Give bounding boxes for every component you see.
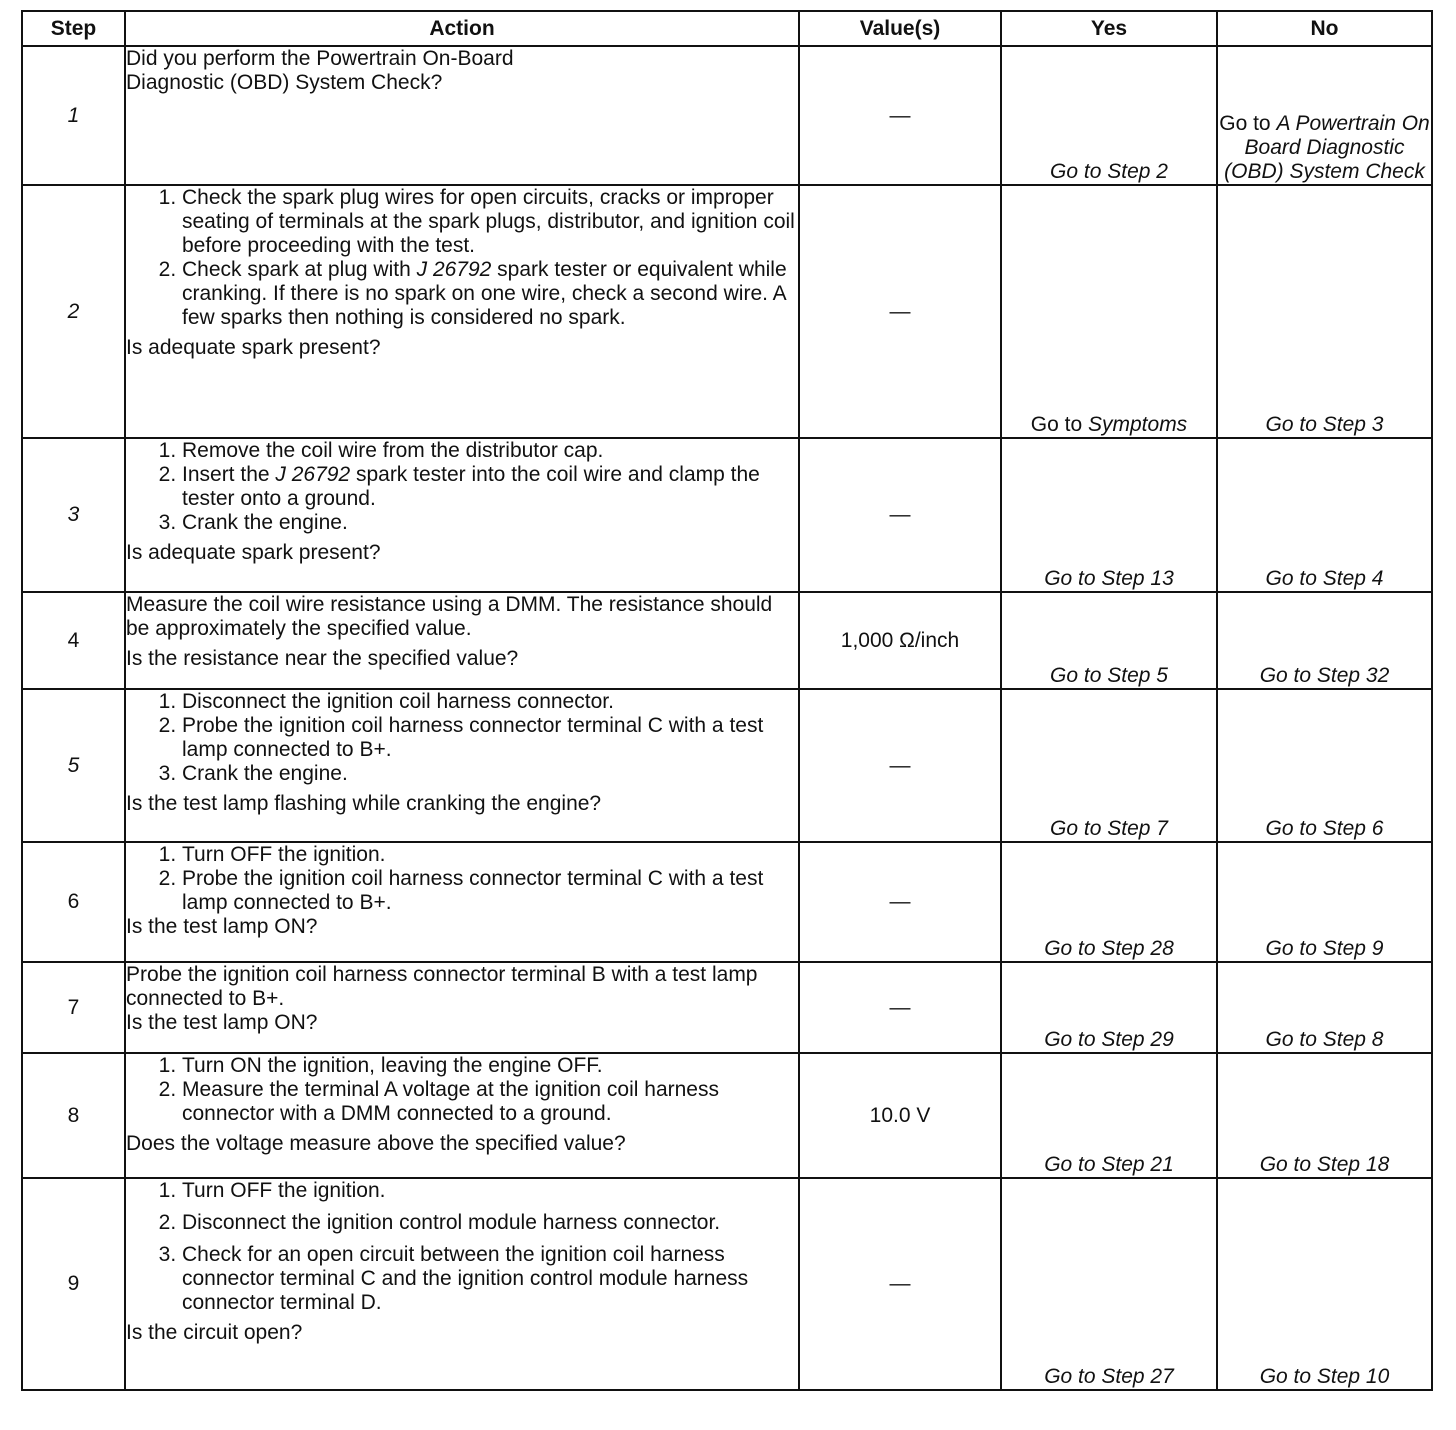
action-step: 1. Check the spark plug wires for open circuits, cracks or improper seating of terminals at the spark plugs, distributor, and ignition coil before proceeding with the test. xyxy=(182,186,798,258)
action-steps xyxy=(126,1054,798,1126)
step-number: 4 xyxy=(22,592,125,689)
action-step: 3. Check for an open circuit between the ignition coil harness connector terminal C and the ignition control module harness connector terminal D. xyxy=(182,1243,798,1315)
action-question: Is the test lamp flashing while cranking the engine? xyxy=(126,792,602,815)
action-cell xyxy=(125,46,799,185)
value-cell: 1,000 Ω/inch xyxy=(799,592,1001,689)
no-cell: Go to Step 18 xyxy=(1217,1053,1432,1178)
table-row xyxy=(22,842,1432,962)
action-cell xyxy=(125,592,799,689)
action-question: Is the resistance near the specified value? xyxy=(126,647,519,670)
value-cell: — xyxy=(799,1178,1001,1390)
table-row xyxy=(22,185,1432,438)
action-step: 2. Check spark at plug with J 26792 spark tester or equivalent while cranking. If there is no spark on one wire, check a second wire. A few sparks then nothing is considered no spark. xyxy=(182,258,798,330)
step-number: 7 xyxy=(22,962,125,1053)
value-cell: — xyxy=(799,438,1001,592)
table-row xyxy=(22,689,1432,842)
step-number: 9 xyxy=(22,1178,125,1390)
action-question: Does the voltage measure above the specified value? xyxy=(126,1132,626,1155)
table-row xyxy=(22,46,1432,185)
action-step: 2. Probe the ignition coil harness connector terminal C with a test lamp connected to B+. xyxy=(182,714,798,762)
no-link[interactable]: Step 10 xyxy=(1316,1365,1390,1388)
value-cell: — xyxy=(799,185,1001,438)
yes-link[interactable]: Step 5 xyxy=(1107,664,1168,687)
no-cell: Go to Step 32 xyxy=(1217,592,1432,689)
action-text: Probe the ignition coil harness connector terminal B with a test lamp connected to B+. xyxy=(126,963,758,1010)
action-cell xyxy=(125,689,799,842)
action-step: 1. Disconnect the ignition coil harness connector. xyxy=(182,690,798,714)
yes-link[interactable]: Step 28 xyxy=(1101,937,1174,960)
action-step: 2. Probe the ignition coil harness connector terminal C with a test lamp connected to B+. xyxy=(182,867,798,915)
yes-cell: Go to Step 27 xyxy=(1001,1178,1217,1390)
action-cell xyxy=(125,185,799,438)
no-cell: Go to Step 10 xyxy=(1217,1178,1432,1390)
action-question: Is adequate spark present? xyxy=(126,336,381,359)
no-link[interactable]: Step 4 xyxy=(1322,567,1384,590)
no-link[interactable]: Step 3 xyxy=(1322,413,1384,436)
header-values: Value(s) xyxy=(799,11,1001,46)
yes-cell: Go to Step 7 xyxy=(1001,689,1217,842)
action-question: Is the circuit open? xyxy=(126,1321,303,1344)
no-cell: Go to Step 4 xyxy=(1217,438,1432,592)
action-steps xyxy=(126,843,798,915)
action-step: 3. Crank the engine. xyxy=(182,511,798,535)
header-no: No xyxy=(1217,11,1432,46)
no-cell: Go to Step 9 xyxy=(1217,842,1432,962)
yes-cell: Go to Step 13 xyxy=(1001,438,1217,592)
yes-link[interactable]: Step 2 xyxy=(1107,160,1168,183)
value-cell: — xyxy=(799,842,1001,962)
value-cell: — xyxy=(799,46,1001,185)
action-step: 1. Turn OFF the ignition. xyxy=(182,1179,798,1203)
action-question: Is adequate spark present? xyxy=(126,541,381,564)
tool-name: J 26792 xyxy=(275,463,351,486)
yes-link[interactable]: Step 27 xyxy=(1101,1365,1174,1388)
action-step: 2. Insert the J 26792 spark tester into the coil wire and clamp the tester onto a ground. xyxy=(182,463,798,511)
yes-link[interactable]: Step 21 xyxy=(1101,1153,1174,1176)
action-step: 2. Measure the terminal A voltage at the ignition coil harness connector with a DMM connected to a ground. xyxy=(182,1078,798,1126)
header-row xyxy=(22,11,1432,46)
yes-cell: Go to Step 28 xyxy=(1001,842,1217,962)
no-link[interactable]: A Powertrain On Board Diagnostic (OBD) System Check xyxy=(1224,112,1430,183)
yes-cell: Go to Step 2 xyxy=(1001,46,1217,185)
action-step: 1. Remove the coil wire from the distributor cap. xyxy=(182,439,798,463)
no-cell: Go to Step 3 xyxy=(1217,185,1432,438)
no-link[interactable]: Step 6 xyxy=(1322,817,1384,840)
step-number: 8 xyxy=(22,1053,125,1178)
action-step: 1. Turn OFF the ignition. xyxy=(182,843,798,867)
step-number: 1 xyxy=(22,46,125,185)
table-row xyxy=(22,1053,1432,1178)
no-link[interactable]: Step 9 xyxy=(1322,937,1384,960)
header-step: Step xyxy=(22,11,125,46)
header-yes: Yes xyxy=(1001,11,1217,46)
action-cell xyxy=(125,1178,799,1390)
value-cell: — xyxy=(799,962,1001,1053)
value-cell: 10.0 V xyxy=(799,1053,1001,1178)
no-cell: Go to Step 6 xyxy=(1217,689,1432,842)
action-step: 3. Crank the engine. xyxy=(182,762,798,786)
step-number: 2 xyxy=(22,185,125,438)
action-cell xyxy=(125,962,799,1053)
yes-cell: Go to Symptoms xyxy=(1001,185,1217,438)
yes-link[interactable]: Symptoms xyxy=(1088,413,1188,436)
action-cell xyxy=(125,438,799,592)
no-link[interactable]: Step 8 xyxy=(1322,1028,1384,1051)
action-cell xyxy=(125,1053,799,1178)
action-step: 2. Disconnect the ignition control module harness connector. xyxy=(182,1211,798,1235)
yes-cell: Go to Step 29 xyxy=(1001,962,1217,1053)
action-steps xyxy=(126,1179,798,1315)
yes-cell: Go to Step 21 xyxy=(1001,1053,1217,1178)
step-number: 5 xyxy=(22,689,125,842)
action-question: Is the test lamp ON? xyxy=(126,1011,318,1034)
header-action: Action xyxy=(125,11,799,46)
action-steps xyxy=(126,186,798,330)
no-link[interactable]: Step 32 xyxy=(1316,664,1390,687)
action-text: Did you perform the Powertrain On-Board Diagnostic (OBD) System Check? xyxy=(126,47,514,94)
action-question: Is the test lamp ON? xyxy=(126,915,318,938)
diagnostic-table xyxy=(21,10,1433,1391)
yes-link[interactable]: Step 7 xyxy=(1107,817,1168,840)
no-link[interactable]: Step 18 xyxy=(1316,1153,1390,1176)
yes-link[interactable]: Step 29 xyxy=(1101,1028,1174,1051)
step-number: 6 xyxy=(22,842,125,962)
action-step: 1. Turn ON the ignition, leaving the engine OFF. xyxy=(182,1054,798,1078)
action-cell xyxy=(125,842,799,962)
action-text: Measure the coil wire resistance using a DMM. The resistance should be approximately the specified value. xyxy=(126,593,773,640)
value-cell: — xyxy=(799,689,1001,842)
table-row xyxy=(22,962,1432,1053)
no-cell: Go to Step 8 xyxy=(1217,962,1432,1053)
yes-link[interactable]: Step 13 xyxy=(1101,567,1174,590)
action-steps xyxy=(126,439,798,535)
yes-cell: Go to Step 5 xyxy=(1001,592,1217,689)
tool-name: J 26792 xyxy=(416,258,492,281)
step-number: 3 xyxy=(22,438,125,592)
no-cell: Go to A Powertrain On Board Diagnostic (OBD) System Check xyxy=(1217,46,1432,185)
table-row xyxy=(22,592,1432,689)
table-row xyxy=(22,438,1432,592)
action-steps xyxy=(126,690,798,786)
table-row xyxy=(22,1178,1432,1390)
